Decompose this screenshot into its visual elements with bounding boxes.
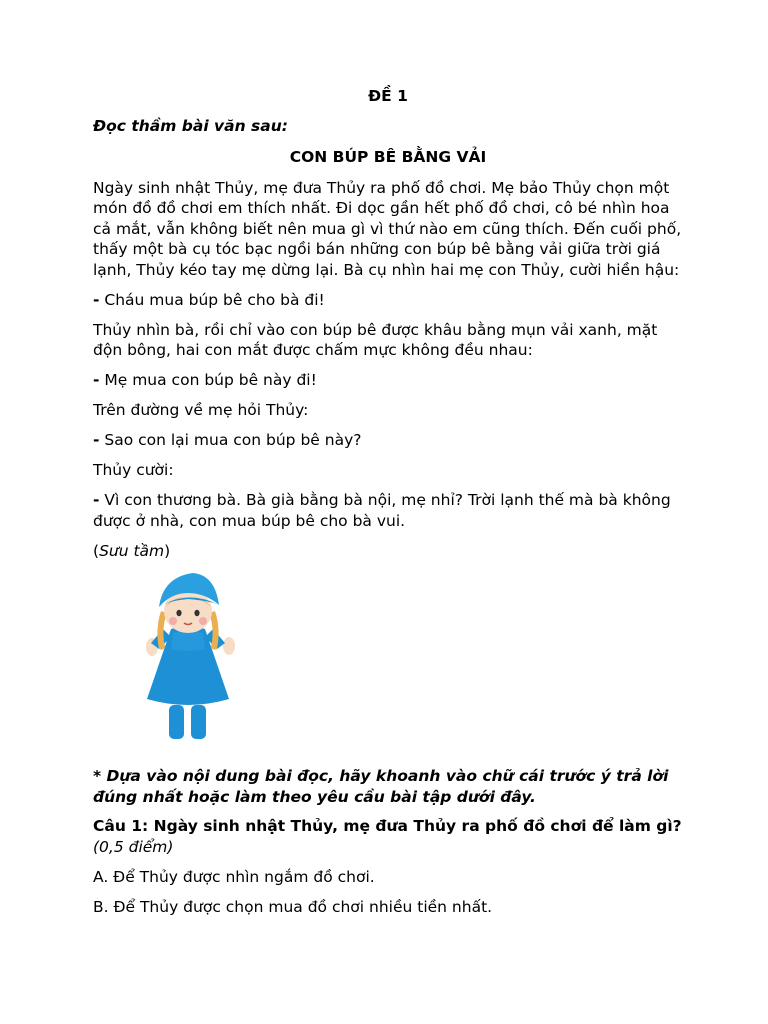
story-dialogue-4 bbox=[93, 490, 683, 531]
doll-illustration bbox=[93, 571, 283, 751]
story-dialogue-1 bbox=[93, 290, 683, 311]
source-name: Sưu tầm bbox=[99, 541, 165, 560]
left-eye bbox=[176, 610, 181, 616]
story-dialogue-3 bbox=[93, 430, 683, 451]
story-paragraph-3: Trên đường về mẹ hỏi Thủy: bbox=[93, 401, 309, 419]
document-page bbox=[93, 86, 683, 927]
question-1-score: (0,5 điểm) bbox=[93, 837, 174, 856]
question-1-option-b[interactable]: B. Để Thủy được chọn mua đồ chơi nhiều tiền nhất. bbox=[93, 897, 493, 916]
exercise-instruction: * Dựa vào nội dung bài đọc, hãy khoanh vào chữ cái trước ý trả lời đúng nhất hoặc làm theo yêu cầu bài tập dưới đây. bbox=[93, 767, 669, 806]
dress-bodice bbox=[171, 631, 205, 651]
dialogue-dash: - bbox=[93, 290, 100, 309]
story-paragraph-4: Thủy cười: bbox=[93, 461, 174, 479]
right-boot bbox=[191, 705, 206, 739]
exam-heading: ĐỀ 1 bbox=[368, 87, 408, 105]
story-source: (Sưu tầm) bbox=[93, 541, 171, 560]
dialogue-text: Vì con thương bà. Bà già bằng bà nội, mẹ nhỉ? Trời lạnh thế mà bà không được ở nhà, con mua búp bê cho bà vui. bbox=[93, 491, 671, 530]
dialogue-text: Cháu mua búp bê cho bà đi! bbox=[104, 290, 325, 309]
reading-instruction: Đọc thầm bài văn sau: bbox=[93, 116, 288, 135]
question-1-option-a[interactable]: A. Để Thủy được nhìn ngắm đồ chơi. bbox=[93, 867, 375, 886]
dialogue-text: Sao con lại mua con búp bê này? bbox=[104, 431, 362, 449]
story-title: CON BÚP BÊ BẰNG VẢI bbox=[289, 148, 487, 166]
right-eye bbox=[194, 610, 199, 616]
dialogue-dash: - bbox=[93, 491, 100, 509]
story-paragraph-1: Ngày sinh nhật Thủy, mẹ đưa Thủy ra phố đồ chơi. Mẹ bảo Thủy chọn một món đồ đồ chơi em thích nhất. Đi dọc gần hết phố đồ chơi, cô bé nhìn hoa cả mắt, vẫn không biết nên mua gì vì thứ nào em cũng thích. Đến cuối phố, thấy một bà cụ tóc bạc ngồi bán những con búp bê bằng vải giữa trời giá lạnh, Thủy kéo tay mẹ dừng lại. Bà cụ nhìn hai mẹ con Thủy, cười hiền hậu: bbox=[93, 178, 682, 279]
right-cheek bbox=[199, 617, 207, 625]
dialogue-dash: - bbox=[93, 431, 100, 449]
question-1 bbox=[93, 816, 683, 857]
story-dialogue-2 bbox=[93, 370, 683, 391]
right-hand bbox=[223, 637, 235, 655]
question-1-text: Câu 1: Ngày sinh nhật Thủy, mẹ đưa Thủy ra phố đồ chơi để làm gì? bbox=[93, 817, 682, 835]
story-paragraph-2: Thủy nhìn bà, rồi chỉ vào con búp bê được khâu bằng mụn vải xanh, mặt độn bông, hai con mắt được chấm mực không đều nhau: bbox=[93, 320, 658, 359]
dialogue-text: Mẹ mua con búp bê này đi! bbox=[104, 371, 317, 389]
left-cheek bbox=[169, 617, 177, 625]
blue-rag-doll-icon bbox=[93, 571, 283, 751]
left-boot bbox=[169, 705, 184, 739]
dialogue-dash: - bbox=[93, 371, 100, 389]
